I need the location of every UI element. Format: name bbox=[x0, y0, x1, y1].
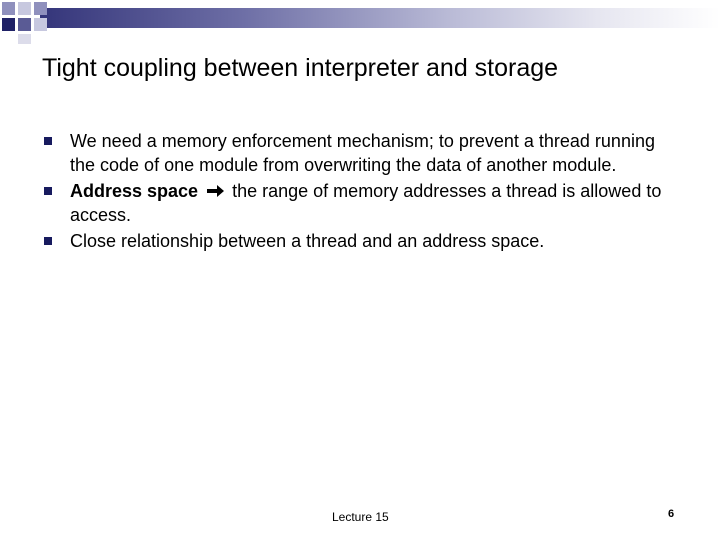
page-number: 6 bbox=[668, 508, 675, 520]
header-decoration bbox=[0, 0, 720, 34]
header-gradient-bar bbox=[40, 8, 720, 28]
bullet-text: the range of memory addresses a thread is allowed to access. bbox=[70, 181, 662, 225]
slide-title: Tight coupling between interpreter and storage bbox=[42, 54, 559, 82]
decorative-square bbox=[2, 18, 15, 31]
bullet-square-icon bbox=[44, 137, 52, 145]
bullet-text: Close relationship between a thread and an address space. bbox=[70, 231, 545, 251]
decorative-square bbox=[18, 34, 31, 44]
right-arrow-icon bbox=[203, 181, 227, 197]
bullet-text: We need a memory enforcement mechanism; to prevent a thread running the code of one module from overwriting the data of another module. bbox=[70, 131, 655, 175]
decorative-square bbox=[2, 2, 15, 15]
bullet-item bbox=[44, 129, 684, 177]
decorative-square bbox=[34, 2, 47, 15]
bullet-list bbox=[44, 129, 684, 255]
bullet-square-icon bbox=[44, 237, 52, 245]
decorative-square bbox=[34, 18, 47, 31]
footer-lecture-label: Lecture 15 bbox=[332, 510, 389, 524]
decorative-square bbox=[18, 18, 31, 31]
bullet-bold-term: Address space bbox=[70, 181, 199, 201]
bullet-item bbox=[44, 179, 684, 227]
decorative-square bbox=[18, 2, 31, 15]
bullet-square-icon bbox=[44, 187, 52, 195]
bullet-item bbox=[44, 229, 684, 253]
